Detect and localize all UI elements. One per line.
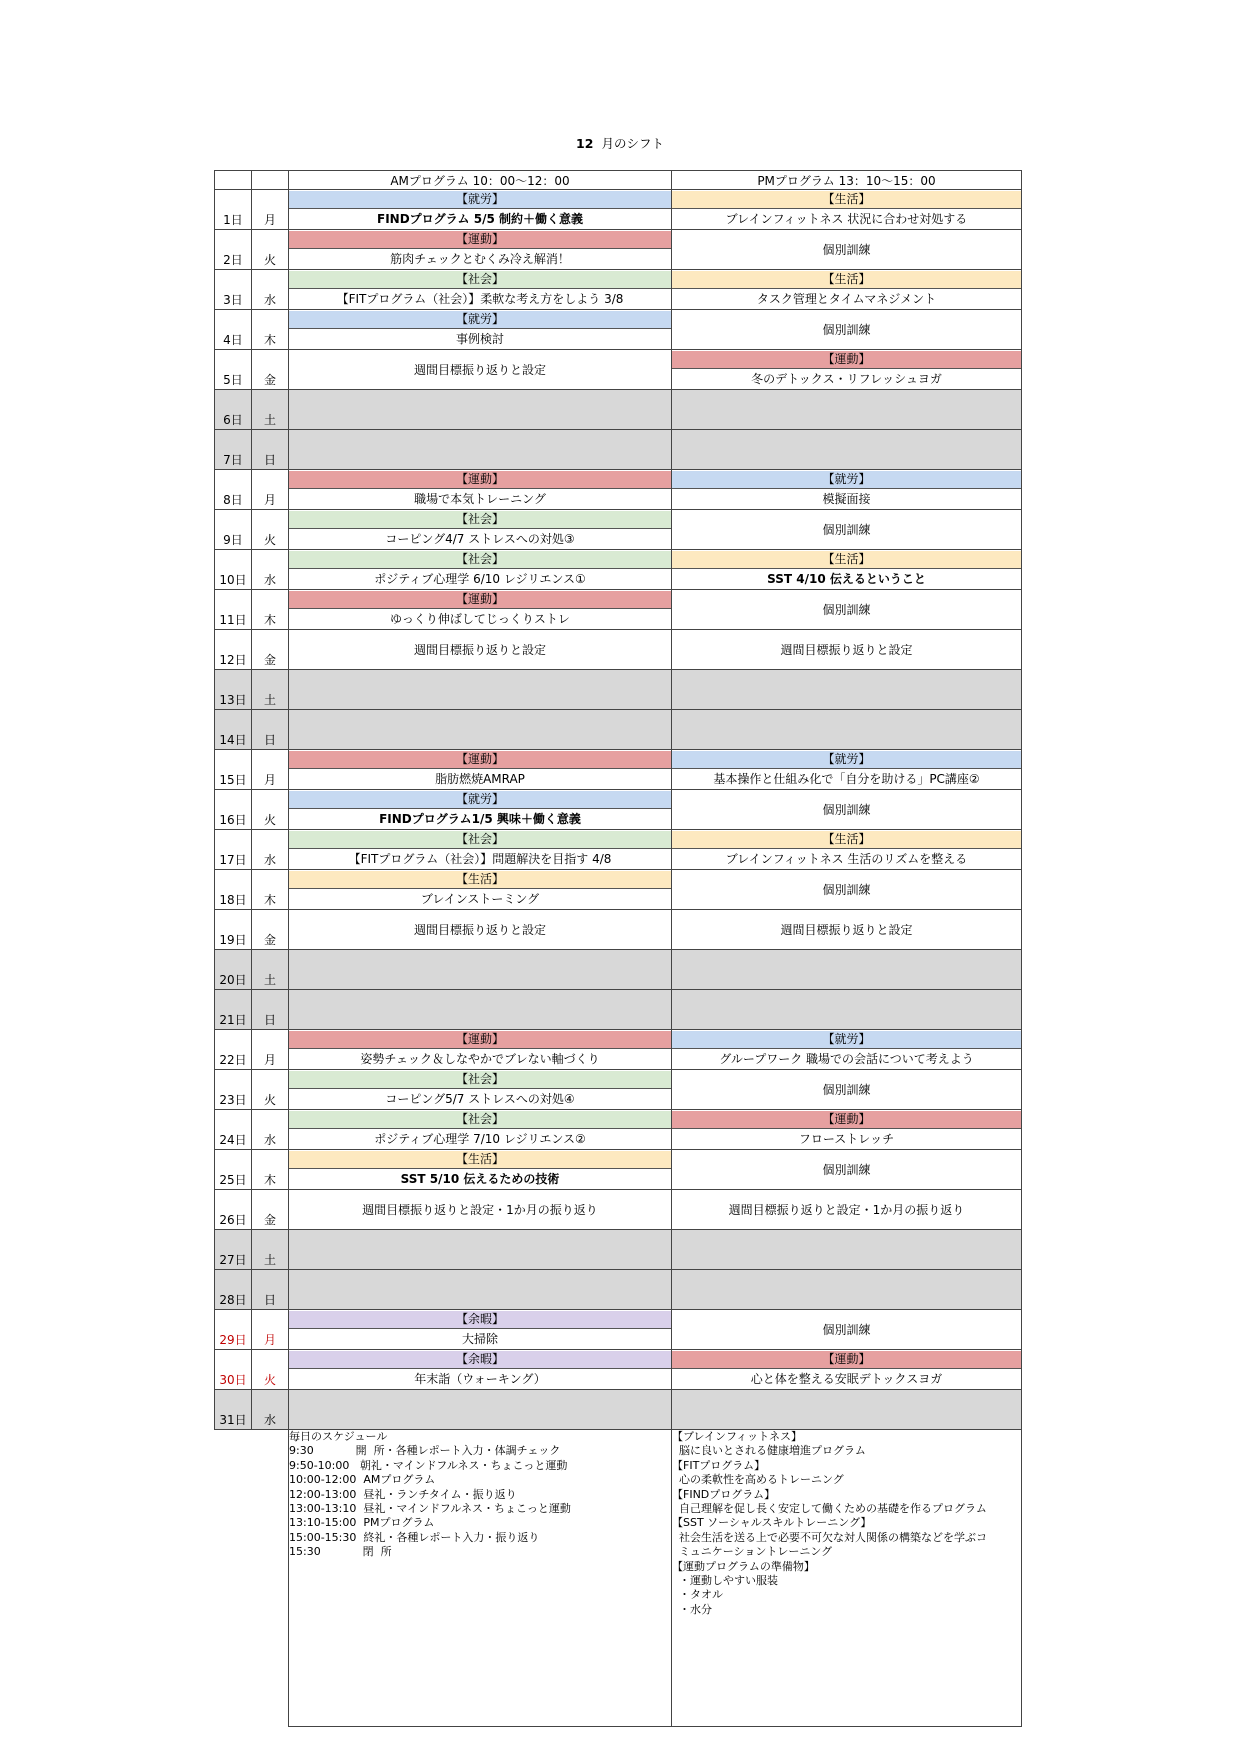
am-program-text: 脂肪燃焼AMRAP	[435, 771, 525, 786]
day-row	[215, 270, 1022, 310]
pm-cell	[672, 750, 1022, 790]
pm-program-text: 個別訓練	[822, 522, 871, 537]
day-row	[215, 430, 1022, 470]
am-category: 【社会】	[289, 511, 671, 529]
day-of-week: 土	[252, 670, 289, 710]
am-program-text: ポジティブ心理学 6/10 レジリエンス①	[374, 571, 586, 586]
am-program-text: コーピング5/7 ストレスへの対処④	[385, 1091, 575, 1106]
pm-cell	[672, 350, 1022, 390]
day-row	[215, 1150, 1022, 1190]
am-cell	[289, 750, 672, 790]
am-category: 【余暇】	[289, 1351, 671, 1369]
pm-cell	[672, 550, 1022, 590]
am-cell	[289, 630, 672, 670]
am-cell	[289, 510, 672, 550]
am-program	[289, 191, 671, 229]
schedule-line: 12:00-13:00 昼礼・ランチタイム・振り返り	[289, 1487, 517, 1501]
pm-cell	[672, 1230, 1022, 1270]
am-cell	[289, 310, 672, 350]
pm-category: 【生活】	[672, 271, 1021, 289]
am-program	[289, 1031, 671, 1069]
am-program-text: 大掃除	[461, 1331, 498, 1346]
am-cell	[289, 550, 672, 590]
am-program	[289, 471, 671, 509]
am-category: 【運動】	[289, 231, 671, 249]
am-program-text: FINDプログラム1/5 興味＋働く意義	[379, 811, 581, 826]
note-line: 【FITプログラム】	[672, 1458, 766, 1472]
day-of-week: 月	[252, 750, 289, 790]
am-program-text: FINDプログラム 5/5 制約＋働く意義	[377, 211, 583, 226]
day-number: 24日	[215, 1110, 252, 1150]
day-number: 21日	[215, 990, 252, 1030]
day-row	[215, 990, 1022, 1030]
day-of-week: 火	[252, 230, 289, 270]
pm-cell	[672, 1350, 1022, 1390]
day-row	[215, 390, 1022, 430]
pm-program-text: 週間目標振り返りと設定	[780, 642, 913, 657]
day-of-week: 土	[252, 950, 289, 990]
day-row	[215, 750, 1022, 790]
day-row	[215, 1070, 1022, 1110]
pm-program	[672, 551, 1021, 589]
pm-cell	[672, 1110, 1022, 1150]
day-row	[215, 1110, 1022, 1150]
day-of-week: 水	[252, 550, 289, 590]
day-number: 22日	[215, 1030, 252, 1070]
day-of-week: 月	[252, 470, 289, 510]
day-of-week: 金	[252, 350, 289, 390]
schedule-line: 13:10-15:00 PMプログラム	[289, 1516, 435, 1530]
am-program	[289, 1151, 671, 1189]
am-program-text: 事例検討	[455, 331, 504, 346]
schedule-line: 15:30 閉 所	[289, 1545, 392, 1559]
am-cell	[289, 910, 672, 950]
pm-program-text: 個別訓練	[822, 1082, 871, 1097]
day-number: 9日	[215, 510, 252, 550]
am-program-text: 【FITプログラム（社会）】柔軟な考え方をしよう 3/8	[336, 291, 624, 306]
note-line: 【ブレインフィットネス】	[672, 1430, 803, 1443]
am-category: 【生活】	[289, 1151, 671, 1169]
am-cell	[289, 470, 672, 510]
day-number: 13日	[215, 670, 252, 710]
pm-category: 【就労】	[672, 751, 1021, 769]
pm-program-text: 基本操作と仕組み化で「自分を助ける」PC講座②	[713, 771, 980, 786]
am-program	[289, 511, 671, 549]
am-category: 【社会】	[289, 551, 671, 569]
day-number: 23日	[215, 1070, 252, 1110]
am-cell	[289, 590, 672, 630]
am-program-text: ポジティブ心理学 7/10 レジリエンス②	[374, 1131, 586, 1146]
pm-cell	[672, 710, 1022, 750]
pm-category: 【就労】	[672, 1031, 1021, 1049]
month-number: 12	[576, 136, 594, 151]
am-program-text: 【FITプログラム（社会）】問題解決を目指す 4/8	[348, 851, 612, 866]
day-row	[215, 1270, 1022, 1310]
day-row	[215, 1350, 1022, 1390]
pm-category: 【運動】	[672, 1351, 1021, 1369]
am-program-text: ゆっくり伸ばしてじっくりストレ	[390, 611, 570, 626]
am-category: 【社会】	[289, 1111, 671, 1129]
day-row	[215, 510, 1022, 550]
day-of-week: 火	[252, 1070, 289, 1110]
day-row	[215, 1030, 1022, 1070]
header-row	[215, 171, 1022, 190]
pm-cell	[672, 470, 1022, 510]
am-cell	[289, 1310, 672, 1350]
day-number: 10日	[215, 550, 252, 590]
note-line: 【運動プログラムの準備物】	[672, 1559, 815, 1573]
schedule-line: 9:50-10:00 朝礼・マインドフルネス・ちょこっと運動	[289, 1458, 568, 1472]
day-row	[215, 590, 1022, 630]
pm-cell	[672, 1070, 1022, 1110]
day-number: 20日	[215, 950, 252, 990]
am-program-text: 姿勢チェック＆しなやかでブレない軸づくり	[360, 1051, 600, 1066]
day-number: 5日	[215, 350, 252, 390]
pm-category: 【生活】	[672, 551, 1021, 569]
pm-program-text: SST 4/10 伝えるということ	[767, 571, 926, 586]
day-of-week: 月	[252, 1030, 289, 1070]
pm-category: 【運動】	[672, 351, 1021, 369]
pm-program-text: 個別訓練	[822, 242, 871, 257]
day-of-week: 土	[252, 1230, 289, 1270]
day-row	[215, 190, 1022, 230]
pm-cell	[672, 910, 1022, 950]
note-line: 【FINDプログラム】	[672, 1487, 776, 1501]
am-category: 【運動】	[289, 591, 671, 609]
am-cell	[289, 950, 672, 990]
schedule-title: 毎日のスケジュール	[289, 1430, 388, 1443]
header-dow	[252, 171, 289, 190]
am-program	[289, 1311, 671, 1349]
pm-program	[672, 831, 1021, 869]
am-cell	[289, 1030, 672, 1070]
pm-program-text: 心と体を整える安眠デトックスヨガ	[750, 1371, 943, 1386]
day-row	[215, 550, 1022, 590]
day-row	[215, 630, 1022, 670]
day-of-week: 日	[252, 1270, 289, 1310]
pm-cell	[672, 1390, 1022, 1430]
am-category: 【就労】	[289, 791, 671, 809]
day-number: 6日	[215, 390, 252, 430]
header-am: AMプログラム 10：00～12：00	[289, 171, 672, 190]
day-row	[215, 1310, 1022, 1350]
day-row	[215, 870, 1022, 910]
day-of-week: 火	[252, 1350, 289, 1390]
am-cell	[289, 670, 672, 710]
pm-cell	[672, 630, 1022, 670]
am-cell	[289, 430, 672, 470]
day-row	[215, 670, 1022, 710]
day-row	[215, 1190, 1022, 1230]
am-category: 【社会】	[289, 271, 671, 289]
day-number: 19日	[215, 910, 252, 950]
pm-program-text: タスク管理とタイムマネジメント	[756, 291, 937, 306]
pm-program	[672, 1111, 1021, 1149]
note-line: 【SST ソーシャルスキルトレーニング】	[672, 1516, 872, 1530]
day-row	[215, 710, 1022, 750]
am-program-text: 筋肉チェックとむくみ冷え解消！	[390, 251, 570, 266]
schedule-lines	[289, 1444, 671, 1559]
day-of-week: 木	[252, 1150, 289, 1190]
pm-program-text: 個別訓練	[822, 602, 871, 617]
day-row	[215, 350, 1022, 390]
day-row	[215, 1390, 1022, 1430]
note-line: ミュニケーショントレーニング	[672, 1545, 833, 1559]
am-program-text: SST 5/10 伝えるための技術	[400, 1171, 560, 1186]
am-cell	[289, 710, 672, 750]
am-program	[289, 1111, 671, 1149]
pm-cell	[672, 390, 1022, 430]
day-of-week: 水	[252, 1390, 289, 1430]
pm-program-text: 個別訓練	[822, 1162, 871, 1177]
day-number: 1日	[215, 190, 252, 230]
pm-program-text: ブレインフィットネス 状況に合わせ対処する	[725, 211, 968, 226]
am-cell	[289, 830, 672, 870]
pm-program-text: 冬のデトックス・リフレッシュヨガ	[751, 371, 942, 386]
note-line: ・タオル	[672, 1588, 723, 1602]
title-text: 月のシフト	[601, 136, 664, 151]
pm-category: 【生活】	[672, 831, 1021, 849]
pm-cell	[672, 510, 1022, 550]
footer-spacer	[215, 1430, 252, 1727]
am-program	[289, 231, 671, 269]
day-number: 26日	[215, 1190, 252, 1230]
pm-program-text: 模擬面接	[822, 491, 871, 506]
pm-cell	[672, 670, 1022, 710]
pm-cell	[672, 310, 1022, 350]
day-row	[215, 910, 1022, 950]
day-of-week: 木	[252, 310, 289, 350]
pm-program	[672, 1031, 1021, 1069]
day-number: 7日	[215, 430, 252, 470]
day-of-week: 火	[252, 510, 289, 550]
header-pm: PMプログラム 13：10～15：00	[672, 171, 1022, 190]
pm-category: 【就労】	[672, 471, 1021, 489]
pm-program	[672, 1351, 1021, 1389]
day-number: 18日	[215, 870, 252, 910]
day-number: 29日	[215, 1310, 252, 1350]
day-of-week: 金	[252, 1190, 289, 1230]
pm-program-text: 週間目標振り返りと設定・1か月の振り返り	[728, 1202, 965, 1217]
am-program	[289, 591, 671, 629]
am-program-text: 年末詣（ウォーキング）	[414, 1371, 546, 1386]
day-number: 27日	[215, 1230, 252, 1270]
note-line: 脳に良いとされる健康増進プログラム	[672, 1444, 866, 1458]
am-cell	[289, 1070, 672, 1110]
pm-category: 【生活】	[672, 191, 1021, 209]
day-of-week: 木	[252, 870, 289, 910]
day-of-week: 日	[252, 990, 289, 1030]
day-of-week: 日	[252, 430, 289, 470]
pm-cell	[672, 1150, 1022, 1190]
pm-program	[672, 271, 1021, 309]
day-number: 15日	[215, 750, 252, 790]
pm-cell	[672, 590, 1022, 630]
pm-program-text: 週間目標振り返りと設定	[780, 922, 913, 937]
pm-cell	[672, 1310, 1022, 1350]
am-cell	[289, 1150, 672, 1190]
pm-cell	[672, 430, 1022, 470]
pm-program-text: グループワーク 職場での会話について考えよう	[719, 1051, 974, 1066]
am-program	[289, 751, 671, 789]
day-of-week: 月	[252, 190, 289, 230]
day-number: 14日	[215, 710, 252, 750]
am-cell	[289, 870, 672, 910]
pm-program	[672, 471, 1021, 509]
day-of-week: 月	[252, 1310, 289, 1350]
pm-cell	[672, 830, 1022, 870]
am-program-text: 週間目標振り返りと設定	[413, 922, 546, 937]
am-cell	[289, 390, 672, 430]
pm-cell	[672, 1270, 1022, 1310]
day-of-week: 金	[252, 630, 289, 670]
am-category: 【運動】	[289, 471, 671, 489]
day-of-week: 土	[252, 390, 289, 430]
pm-cell	[672, 950, 1022, 990]
day-row	[215, 830, 1022, 870]
schedule-line: 10:00-12:00 AMプログラム	[289, 1473, 436, 1487]
am-program	[289, 1351, 671, 1389]
day-number: 3日	[215, 270, 252, 310]
pm-program-text: ブレインフィットネス 生活のリズムを整える	[725, 851, 968, 866]
note-line: ・運動しやすい服装	[672, 1574, 778, 1588]
day-of-week: 金	[252, 910, 289, 950]
pm-program-text: 個別訓練	[822, 802, 871, 817]
schedule-line: 13:00-13:10 昼礼・マインドフルネス・ちょこっと運動	[289, 1502, 571, 1516]
am-program-text: 職場で本気トレーニング	[414, 491, 546, 506]
day-row	[215, 470, 1022, 510]
am-cell	[289, 1230, 672, 1270]
am-cell	[289, 1390, 672, 1430]
day-of-week: 水	[252, 830, 289, 870]
am-category: 【就労】	[289, 191, 671, 209]
day-number: 17日	[215, 830, 252, 870]
am-program-text: コーピング4/7 ストレスへの対処③	[385, 531, 575, 546]
am-cell	[289, 1110, 672, 1150]
am-category: 【社会】	[289, 831, 671, 849]
am-cell	[289, 350, 672, 390]
am-category: 【余暇】	[289, 1311, 671, 1329]
program-notes	[672, 1430, 1022, 1727]
am-cell	[289, 990, 672, 1030]
pm-program	[672, 351, 1021, 389]
day-of-week: 水	[252, 270, 289, 310]
header-day	[215, 171, 252, 190]
day-row	[215, 950, 1022, 990]
page-title	[0, 134, 1240, 152]
am-category: 【社会】	[289, 1071, 671, 1089]
am-cell	[289, 190, 672, 230]
note-line: ・水分	[672, 1602, 712, 1616]
note-line: 社会生活を送る上で必要不可欠な対人関係の構築などを学ぶコ	[672, 1530, 987, 1544]
am-program-text: 週間目標振り返りと設定	[413, 362, 546, 377]
am-cell	[289, 1190, 672, 1230]
am-program-text: ブレインストーミング	[420, 891, 540, 906]
day-of-week: 水	[252, 1110, 289, 1150]
day-number: 2日	[215, 230, 252, 270]
pm-cell	[672, 190, 1022, 230]
pm-program	[672, 191, 1021, 229]
am-cell	[289, 790, 672, 830]
am-category: 【運動】	[289, 1031, 671, 1049]
am-cell	[289, 230, 672, 270]
day-of-week: 日	[252, 710, 289, 750]
day-number: 25日	[215, 1150, 252, 1190]
am-program	[289, 831, 671, 869]
note-line: 自己理解を促し長く安定して働くための基礎を作るプログラム	[672, 1502, 987, 1516]
day-of-week: 木	[252, 590, 289, 630]
footer-spacer	[252, 1430, 289, 1727]
pm-cell	[672, 790, 1022, 830]
day-row	[215, 790, 1022, 830]
schedule-line: 15:00-15:30 終礼・各種レポート入力・振り返り	[289, 1530, 540, 1544]
am-category: 【生活】	[289, 871, 671, 889]
am-category: 【運動】	[289, 751, 671, 769]
am-program	[289, 311, 671, 349]
day-row	[215, 310, 1022, 350]
am-cell	[289, 1270, 672, 1310]
am-category: 【就労】	[289, 311, 671, 329]
pm-program-text: 個別訓練	[822, 882, 871, 897]
pm-cell	[672, 1030, 1022, 1070]
note-lines	[672, 1430, 1021, 1617]
am-cell	[289, 270, 672, 310]
day-number: 31日	[215, 1390, 252, 1430]
pm-cell	[672, 230, 1022, 270]
pm-category: 【運動】	[672, 1111, 1021, 1129]
am-program	[289, 791, 671, 829]
pm-cell	[672, 270, 1022, 310]
am-cell	[289, 1350, 672, 1390]
day-number: 4日	[215, 310, 252, 350]
am-program	[289, 551, 671, 589]
day-number: 16日	[215, 790, 252, 830]
day-number: 8日	[215, 470, 252, 510]
day-of-week: 火	[252, 790, 289, 830]
schedule-line: 9:30 開 所・各種レポート入力・体調チェック	[289, 1444, 561, 1458]
note-line: 心の柔軟性を高めるトレーニング	[672, 1473, 844, 1487]
pm-program	[672, 751, 1021, 789]
am-program	[289, 871, 671, 909]
daily-schedule	[289, 1430, 672, 1727]
shift-table	[214, 170, 1022, 1727]
pm-cell	[672, 990, 1022, 1030]
pm-program-text: フローストレッチ	[798, 1131, 895, 1146]
am-program	[289, 1071, 671, 1109]
day-number: 11日	[215, 590, 252, 630]
day-row	[215, 230, 1022, 270]
am-program-text: 週間目標振り返りと設定・1か月の振り返り	[362, 1202, 598, 1217]
day-row	[215, 1230, 1022, 1270]
day-number: 12日	[215, 630, 252, 670]
footer-row	[215, 1430, 1022, 1727]
pm-program-text: 個別訓練	[822, 322, 871, 337]
pm-cell	[672, 1190, 1022, 1230]
day-number: 30日	[215, 1350, 252, 1390]
day-number: 28日	[215, 1270, 252, 1310]
pm-program-text: 個別訓練	[822, 1322, 871, 1337]
am-program-text: 週間目標振り返りと設定	[413, 642, 546, 657]
pm-cell	[672, 870, 1022, 910]
am-program	[289, 271, 671, 309]
